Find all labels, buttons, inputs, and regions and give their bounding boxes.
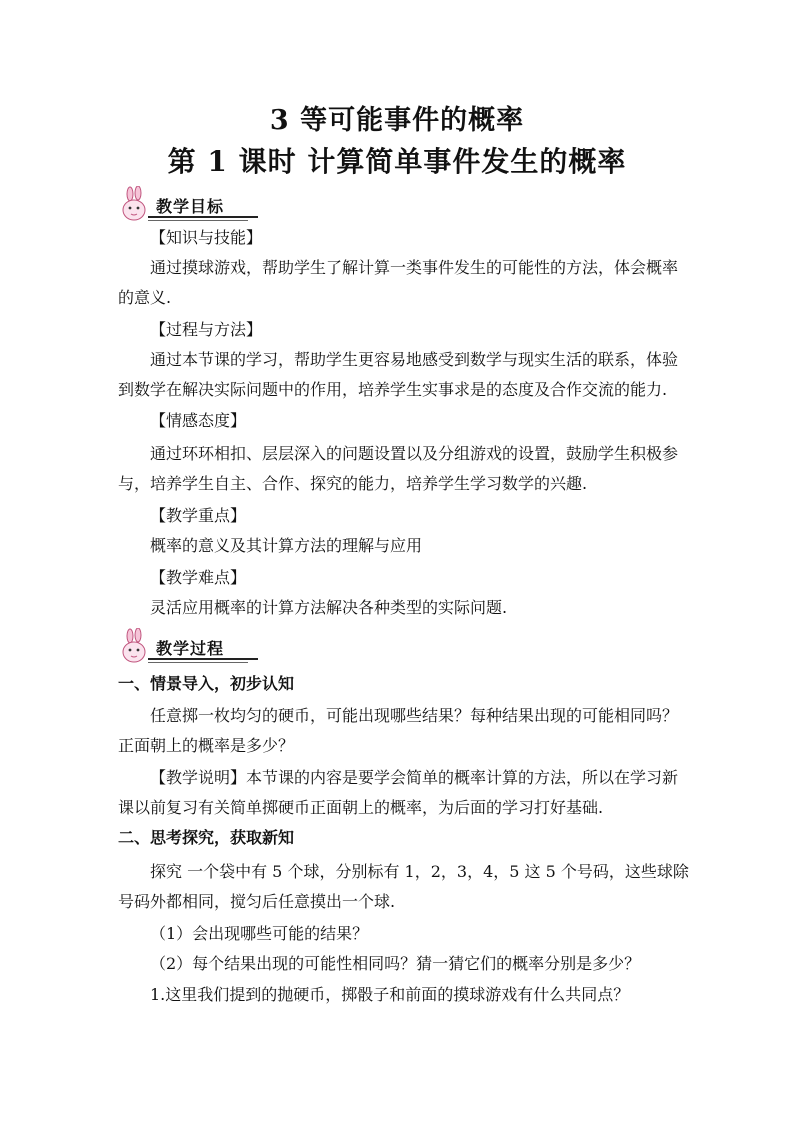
divider (148, 662, 248, 663)
paragraph-line: 课以前复习有关简单掷硬币正面朝上的概率，为后面的学习打好基础. (118, 798, 604, 817)
bunny-icon (118, 628, 152, 666)
section-badge-process (118, 628, 248, 666)
page-subtitle: 第 1 课时 计算简单事件发生的概率 (167, 145, 627, 178)
knowledge-heading: 【知识与技能】 (150, 228, 263, 247)
paragraph-line: 【教学说明】本节课的内容是要学会简单的概率计算的方法，所以在学习新 (150, 768, 679, 787)
section-badge-goals (118, 186, 248, 224)
divider (148, 658, 258, 660)
paragraph-line: 任意掷一枚均匀的硬币，可能出现哪些结果？每种结果出现的可能相同吗？ (150, 706, 679, 725)
paragraph-line: 探究 一个袋中有 5 个球，分别标有 1，2，3，4，5 这 5 个号码，这些球除 (150, 862, 689, 881)
section-badge-label: 教学过程 (156, 639, 225, 658)
paragraph-line: 灵活应用概率的计算方法解决各种类型的实际问题. (150, 598, 508, 617)
paragraph-line: 正面朝上的概率是多少？ (118, 736, 295, 755)
paragraph-line: 通过本节课的学习，帮助学生更容易地感受到数学与现实生活的联系，体验 (150, 350, 679, 369)
divider (148, 216, 258, 218)
section-badge-label: 教学目标 (156, 197, 225, 216)
page-title: 3 等可能事件的概率 (269, 105, 525, 136)
paragraph-line: 到数学在解决实际问题中的作用，培养学生实事求是的态度及合作交流的能力. (118, 380, 668, 399)
section-heading: 二、思考探究，获取新知 (118, 828, 295, 847)
question-line: （1）会出现哪些可能的结果？ (150, 924, 369, 943)
question-line: 1.这里我们提到的抛硬币，掷骰子和前面的摸球游戏有什么共同点？ (150, 985, 630, 1004)
emotion-heading: 【情感态度】 (150, 411, 247, 430)
bunny-icon (118, 186, 152, 224)
paragraph-line: 概率的意义及其计算方法的理解与应用 (150, 536, 423, 555)
key-point-heading: 【教学重点】 (150, 506, 247, 525)
difficulty-heading: 【教学难点】 (150, 568, 247, 587)
paragraph-line: 的意义. (118, 288, 172, 307)
paragraph-line: 号码外都相同，搅匀后任意摸出一个球. (118, 892, 396, 911)
section-heading: 一、情景导入，初步认知 (118, 674, 295, 693)
paragraph-line: 与，培养学生自主、合作、探究的能力，培养学生学习数学的兴趣. (118, 474, 588, 493)
divider (148, 220, 248, 221)
paragraph-line: 通过摸球游戏，帮助学生了解计算一类事件发生的可能性的方法，体会概率 (150, 258, 679, 277)
process-method-heading: 【过程与方法】 (150, 320, 263, 339)
question-line: （2）每个结果出现的可能性相同吗？猜一猜它们的概率分别是多少？ (150, 954, 641, 973)
paragraph-line: 通过环环相扣、层层深入的问题设置以及分组游戏的设置，鼓励学生积极参 (150, 444, 679, 463)
